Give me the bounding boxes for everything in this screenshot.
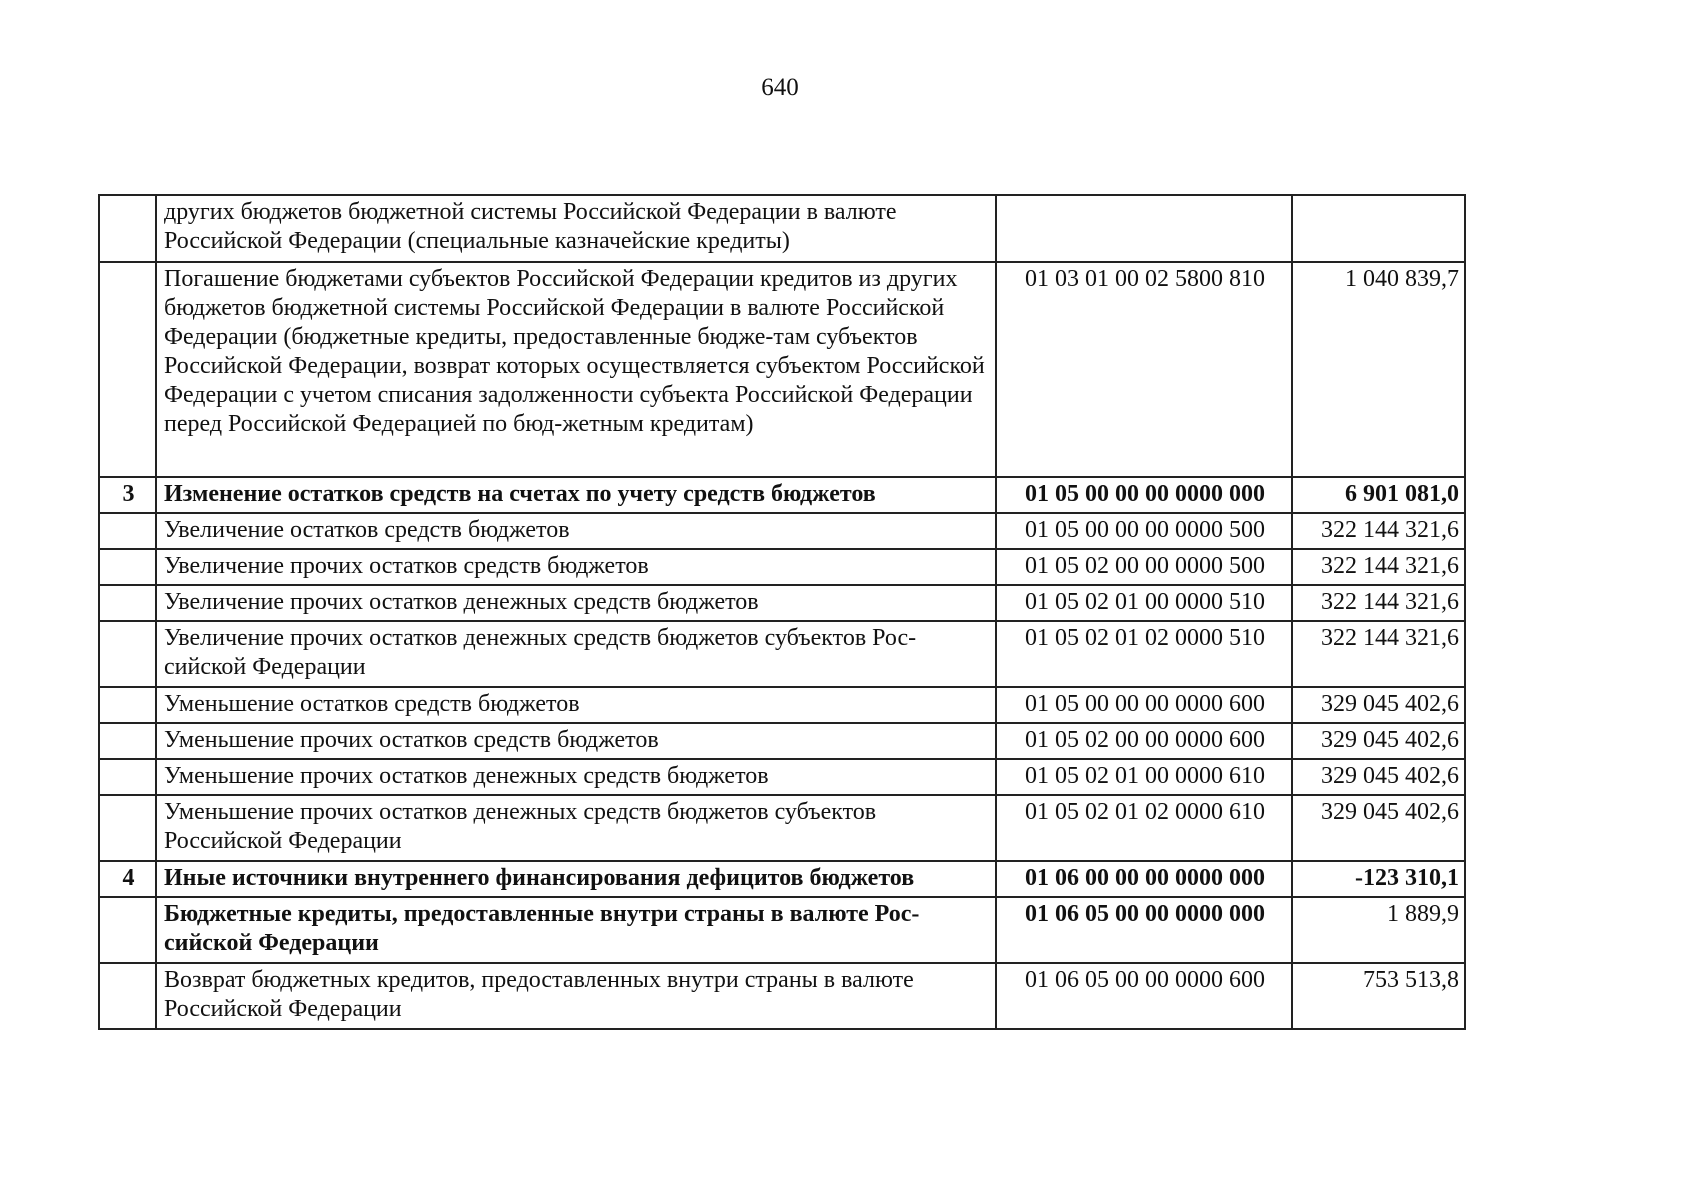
row-amount: 6 901 081,0 <box>1292 477 1465 513</box>
row-number <box>99 759 156 795</box>
row-name: Увеличение прочих остатков денежных средств бюджетов субъектов Рос-сийской Федерации <box>156 621 996 687</box>
table-row <box>99 262 1465 477</box>
row-name: Уменьшение остатков средств бюджетов <box>156 687 996 723</box>
financing-sources-table <box>98 194 1466 1030</box>
row-name: других бюджетов бюджетной системы Российской Федерации в валюте Российской Федерации (специальные казначейские кредиты) <box>156 195 996 262</box>
row-amount: 322 144 321,6 <box>1292 621 1465 687</box>
row-code: 01 05 02 01 02 0000 510 <box>996 621 1292 687</box>
row-name: Уменьшение прочих остатков денежных средств бюджетов субъектов Российской Федерации <box>156 795 996 861</box>
row-number: 3 <box>99 477 156 513</box>
table-row <box>99 549 1465 585</box>
table-row <box>99 861 1465 897</box>
row-code: 01 03 01 00 02 5800 810 <box>996 262 1292 477</box>
row-name: Возврат бюджетных кредитов, предоставленных внутри страны в валюте Российской Федерации <box>156 963 996 1029</box>
row-code: 01 05 02 01 00 0000 610 <box>996 759 1292 795</box>
row-name: Изменение остатков средств на счетах по учету средств бюджетов <box>156 477 996 513</box>
row-number <box>99 897 156 963</box>
row-code: 01 06 05 00 00 0000 000 <box>996 897 1292 963</box>
row-number <box>99 621 156 687</box>
table-row <box>99 759 1465 795</box>
row-number <box>99 549 156 585</box>
row-code: 01 05 02 01 00 0000 510 <box>996 585 1292 621</box>
table-row <box>99 723 1465 759</box>
row-amount: 322 144 321,6 <box>1292 549 1465 585</box>
row-amount: 329 045 402,6 <box>1292 723 1465 759</box>
table-row <box>99 687 1465 723</box>
row-name: Увеличение остатков средств бюджетов <box>156 513 996 549</box>
row-name: Погашение бюджетами субъектов Российской Федерации кредитов из других бюджетов бюджетной системы Российской Федерации в валюте Российской Федерации (бюджетные кредиты, предоставленные бюдже-там субъектов Российской Федерации, возврат которых осуществляется субъектом Российской Федерации с учетом списания задолженности субъекта Российской Федерации перед Российской Федерацией по бюд-жетным кредитам) <box>156 262 996 477</box>
row-number <box>99 963 156 1029</box>
row-number <box>99 262 156 477</box>
row-amount: 329 045 402,6 <box>1292 687 1465 723</box>
row-name: Уменьшение прочих остатков денежных средств бюджетов <box>156 759 996 795</box>
row-name: Бюджетные кредиты, предоставленные внутри страны в валюте Рос-сийской Федерации <box>156 897 996 963</box>
row-code: 01 05 00 00 00 0000 000 <box>996 477 1292 513</box>
row-code: 01 05 00 00 00 0000 600 <box>996 687 1292 723</box>
row-number <box>99 723 156 759</box>
row-code: 01 05 02 01 02 0000 610 <box>996 795 1292 861</box>
row-code <box>996 195 1292 262</box>
row-number <box>99 687 156 723</box>
row-name: Иные источники внутреннего финансирования дефицитов бюджетов <box>156 861 996 897</box>
table-row <box>99 897 1465 963</box>
row-name: Уменьшение прочих остатков средств бюджетов <box>156 723 996 759</box>
row-amount: 1 040 839,7 <box>1292 262 1465 477</box>
row-amount <box>1292 195 1465 262</box>
row-code: 01 05 02 00 00 0000 600 <box>996 723 1292 759</box>
row-amount: 329 045 402,6 <box>1292 795 1465 861</box>
row-name: Увеличение прочих остатков средств бюджетов <box>156 549 996 585</box>
row-amount: 322 144 321,6 <box>1292 585 1465 621</box>
table-row <box>99 477 1465 513</box>
row-amount: 753 513,8 <box>1292 963 1465 1029</box>
row-number <box>99 195 156 262</box>
table-row <box>99 795 1465 861</box>
row-number <box>99 513 156 549</box>
row-code: 01 06 00 00 00 0000 000 <box>996 861 1292 897</box>
table-row <box>99 513 1465 549</box>
row-code: 01 05 00 00 00 0000 500 <box>996 513 1292 549</box>
table-row <box>99 621 1465 687</box>
row-code: 01 05 02 00 00 0000 500 <box>996 549 1292 585</box>
row-number <box>99 795 156 861</box>
row-name: Увеличение прочих остатков денежных средств бюджетов <box>156 585 996 621</box>
row-amount: 329 045 402,6 <box>1292 759 1465 795</box>
page-number: 640 <box>761 74 799 101</box>
row-number <box>99 585 156 621</box>
row-amount: 322 144 321,6 <box>1292 513 1465 549</box>
row-code: 01 06 05 00 00 0000 600 <box>996 963 1292 1029</box>
row-number: 4 <box>99 861 156 897</box>
row-amount: -123 310,1 <box>1292 861 1465 897</box>
row-amount: 1 889,9 <box>1292 897 1465 963</box>
table-row <box>99 195 1465 262</box>
table-row <box>99 963 1465 1029</box>
table-row <box>99 585 1465 621</box>
